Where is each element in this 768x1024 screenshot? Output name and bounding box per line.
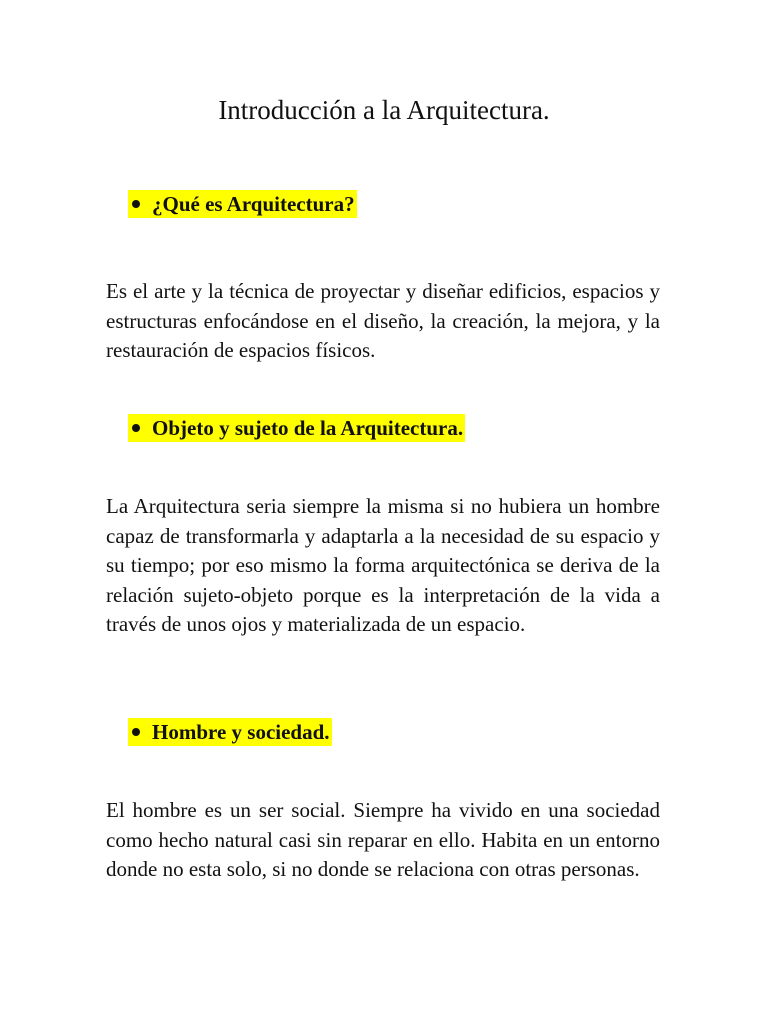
section-paragraph: El hombre es un ser social. Siempre ha vivido en una sociedad como hecho natural casi sin reparar en ello. Habita en un entorno donde no esta solo, si no donde se relaciona con otras personas.: [106, 798, 660, 881]
section-paragraph: Es el arte y la técnica de proyectar y diseñar edificios, espacios y estructuras enfocándose en el diseño, la creación, la mejora, y la restauración de espacios físicos.: [106, 279, 660, 362]
bullet-icon: [128, 414, 150, 442]
bullet-icon: [128, 190, 150, 218]
section-paragraph: La Arquitectura seria siempre la misma si no hubiera un hombre capaz de transformarla y adaptarla a la necesidad de su espacio y su tiempo; por eso mismo la forma arquitectónica se deriva de la relación sujeto-objeto porque es la interpretación de la vida a través de unos ojos y materializada de un espacio.: [106, 494, 660, 636]
document-title: Introducción a la Arquitectura.: [218, 95, 550, 125]
section-heading-text: Hombre y sociedad.: [152, 720, 330, 744]
section-heading-que-es: [128, 190, 357, 218]
section-heading-text: ¿Qué es Arquitectura?: [152, 192, 355, 216]
section-heading-hombre-sociedad: [128, 718, 332, 746]
section-heading-objeto-sujeto: [128, 414, 465, 442]
section-heading-text: Objeto y sujeto de la Arquitectura.: [152, 416, 464, 440]
bullet-icon: [128, 718, 150, 746]
